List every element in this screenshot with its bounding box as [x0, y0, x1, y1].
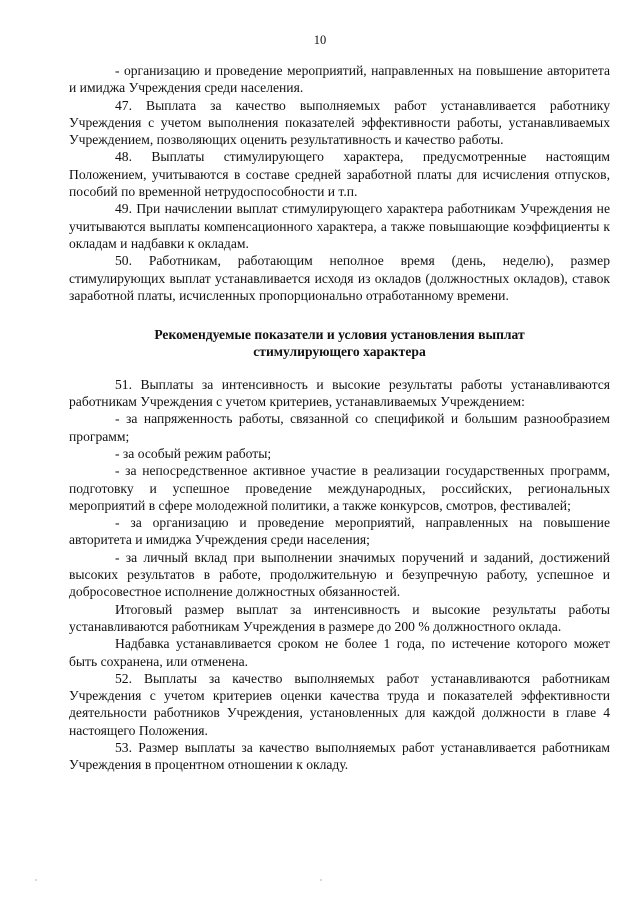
paragraph-49: 49. При начислении выплат стимулирующего характера работникам Учреждения не учитываются выплаты компенсационного характера, а также повышающие коэффициенты к окладам и надбавки к окладам. [69, 201, 610, 251]
document-body [69, 62, 610, 774]
scan-dot [35, 879, 37, 881]
paragraph-47: 47. Выплата за качество выполняемых работ устанавливается работнику Учреждения с учетом выполнения показателей эффективности работы, устанавливаемых Учреждением, позволяющих оценить результативность и качество работы. [69, 97, 610, 148]
section-heading-line-2: стимулирующего характера [253, 344, 426, 360]
paragraph-bullet: - организацию и проведение мероприятий, направленных на повышение авторитета и имиджа Учреждения среди населения. [69, 63, 610, 96]
criterion-item: - за непосредственное активное участие в реализации государственных программ, подготовку и успешное проведение международных, российских, региональных мероприятий в сфере молодежной политики, а также конкурсов, смотров, фестивалей; [69, 463, 610, 513]
page-number: 10 [313, 33, 327, 47]
criterion-item: - за напряженность работы, связанной со спецификой и большим разнообразием программ; [69, 411, 610, 444]
criterion-item: - за личный вклад при выполнении значимых поручений и заданий, достижений высоких результатов в работе, продолжительную и безупречную работу, успешное и добросовестное исполнение должностных обязанностей. [69, 549, 610, 600]
section-heading [69, 326, 610, 361]
paragraph-50: 50. Работникам, работающим неполное время (день, неделю), размер стимулирующих выплат устанавливается исходя из окладов (должностных окладов), ставок заработной платы, исчисленных пропорционально отработанному времени. [69, 253, 610, 303]
section-heading-line-1: Рекомендуемые показатели и условия установления выплат [154, 327, 525, 343]
criterion-item: - за организацию и проведение мероприятий, направленных на повышение авторитета и имиджа Учреждения среди населения; [69, 515, 610, 548]
criterion-item: - за особый режим работы; [115, 445, 272, 461]
paragraph-48: 48. Выплаты стимулирующего характера, предусмотренные настоящим Положением, учитываются в составе средней заработной платы для исчисления отпусков, пособий по временной нетрудоспособности и т.п. [69, 149, 610, 200]
paragraph-51: 51. Выплаты за интенсивность и высокие результаты работы устанавливаются работникам Учреждения с учетом критериев, устанавливаемых Учреждением: [69, 376, 610, 410]
scan-dot [320, 879, 322, 881]
paragraph-52: 52. Выплаты за качество выполняемых работ устанавливаются работникам Учреждения с учетом критериев оценки качества труда и показателей эффективности деятельности работников Учреждения, установленных для каждой должности в главе 4 настоящего Положения. [69, 670, 610, 738]
paragraph-53: 53. Размер выплаты за качество выполняемых работ устанавливается работникам Учреждения в процентном отношении к окладу. [69, 739, 610, 773]
paragraph-bonus-term: Надбавка устанавливается сроком не более 1 года, по истечение которого может быть сохранена, или отменена. [69, 636, 610, 669]
paragraph-total-size: Итоговый размер выплат за интенсивность и высокие результаты работы устанавливаются работникам Учреждения в размере до 200 % должностного оклада. [69, 601, 610, 634]
